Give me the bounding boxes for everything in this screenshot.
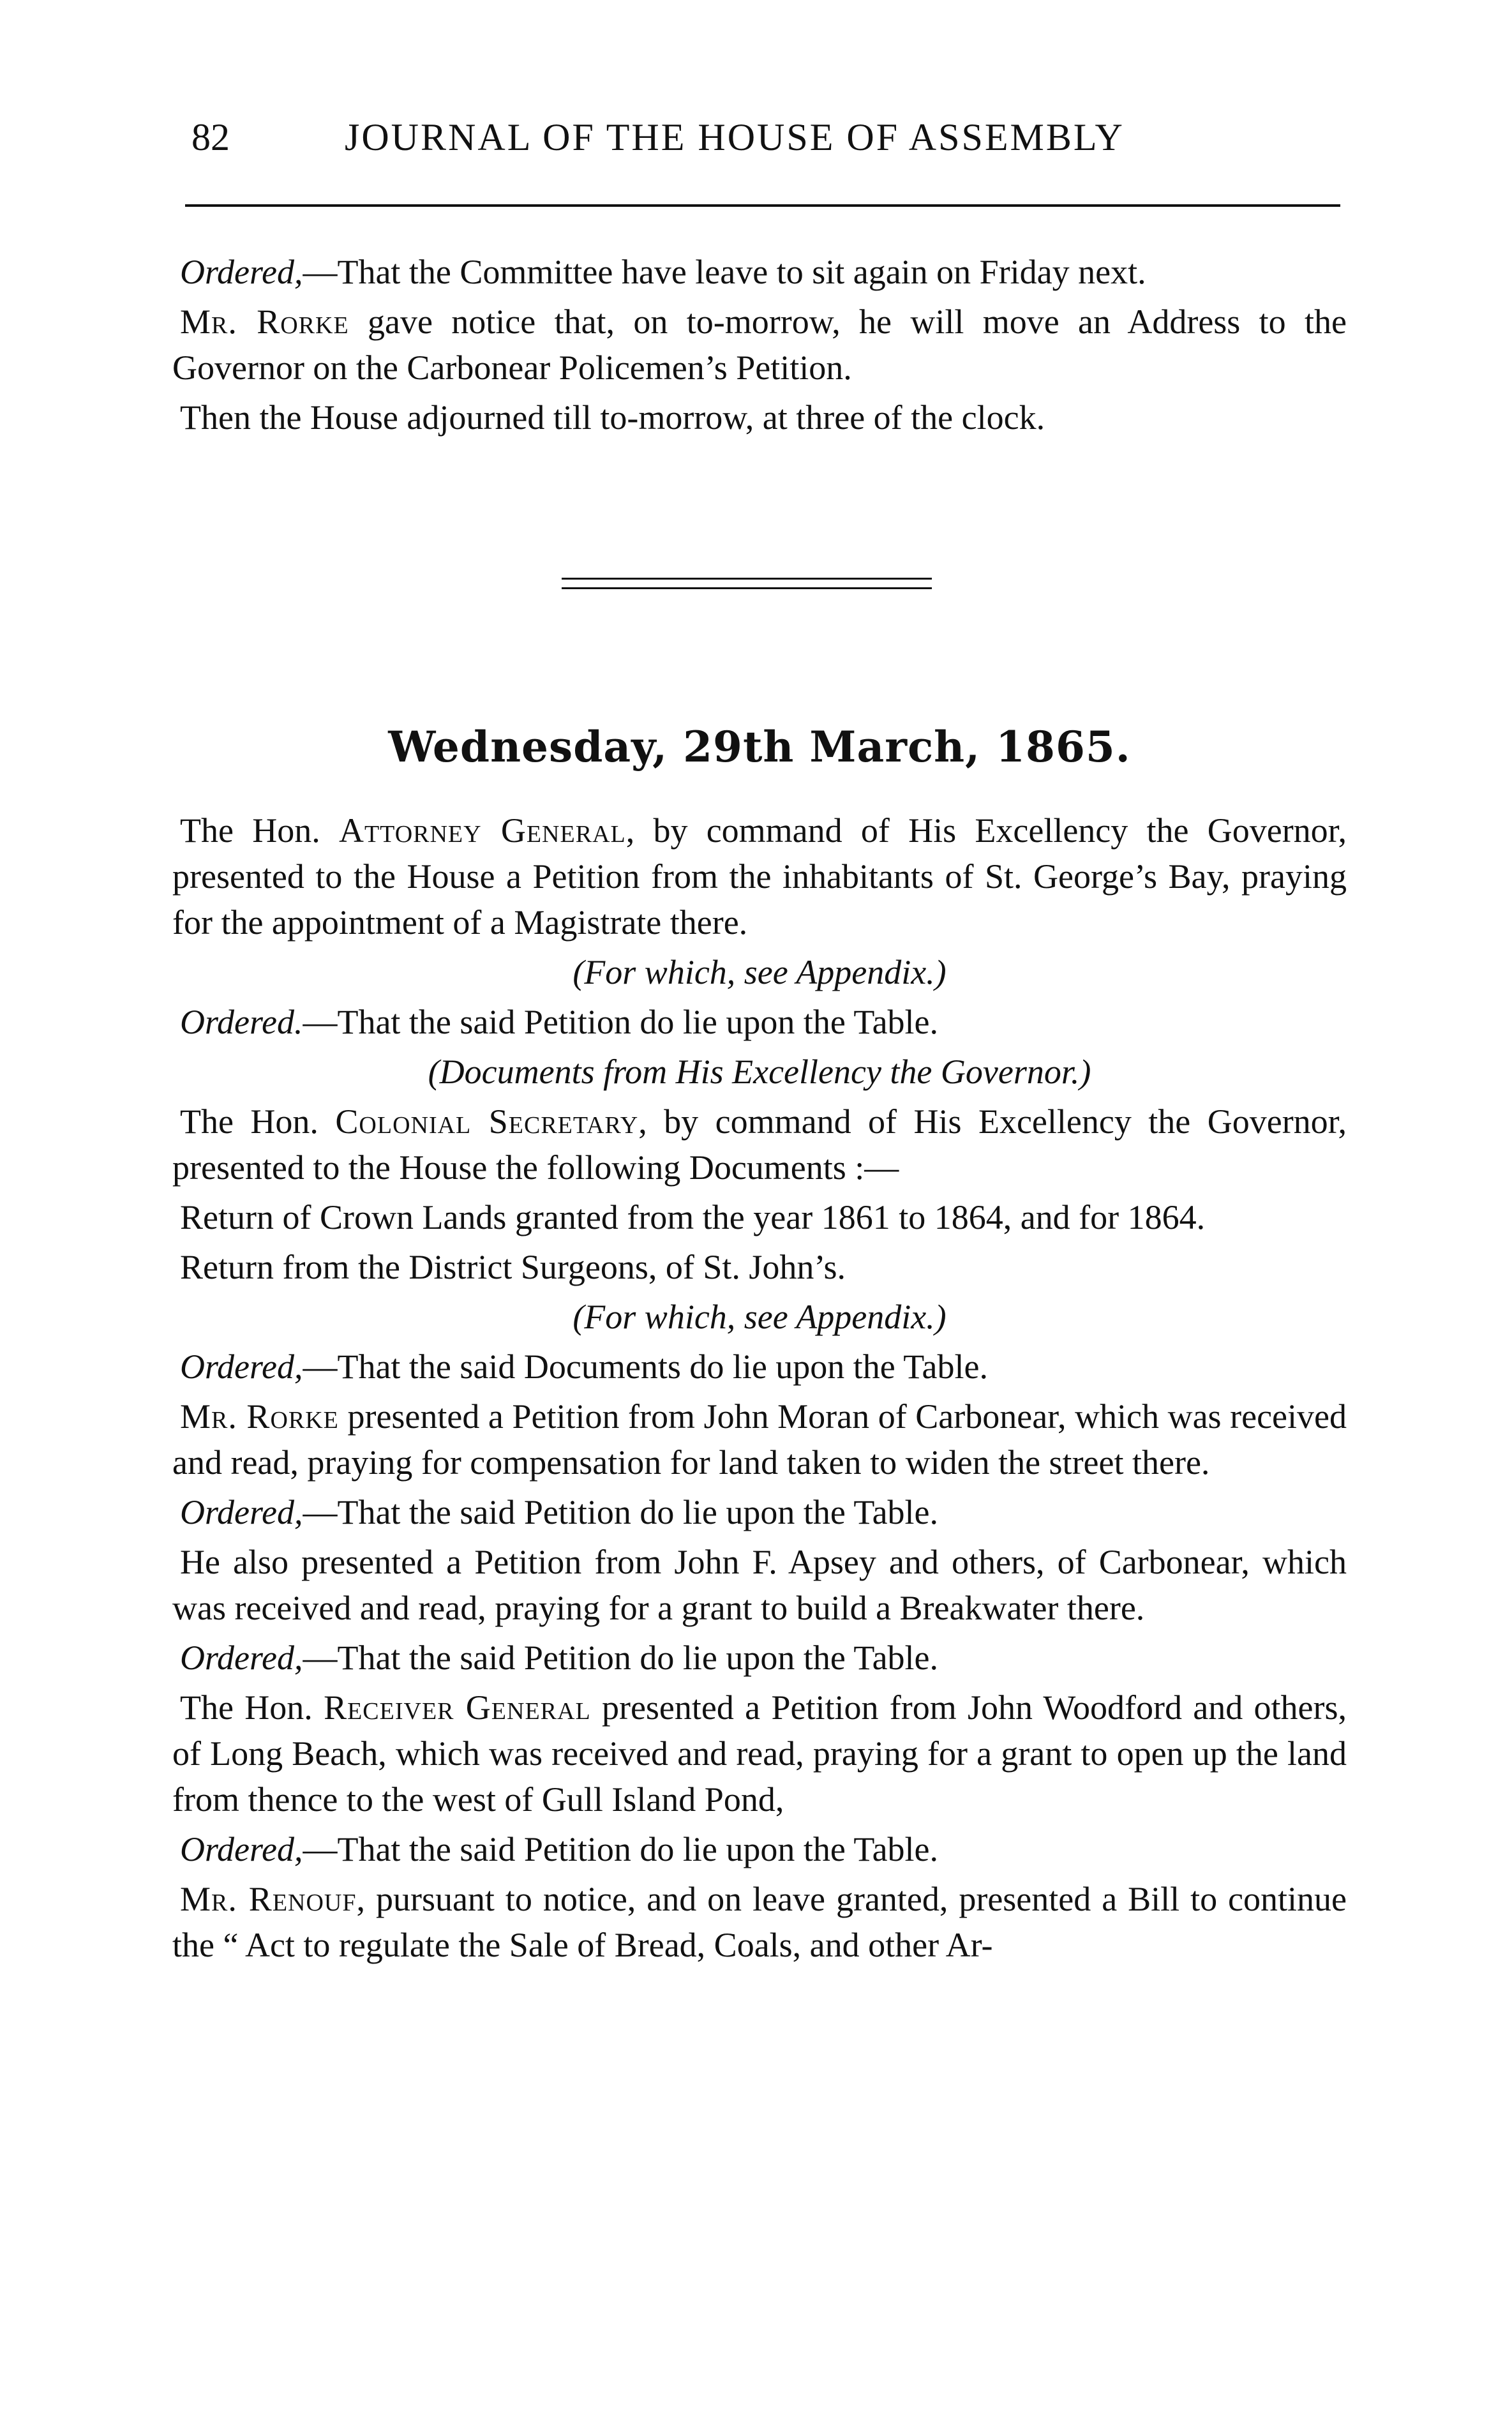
member-name: Mr. Rorke: [180, 1397, 339, 1436]
paragraph-text: Then the House adjourned till to-morrow, at three of the clock.: [180, 398, 1045, 437]
paragraph-text: —That the said Petition do lie upon the Table.: [303, 1493, 939, 1531]
paragraph-text: presented a Petition from John Woodford and others, of Long Beach, which was received and read, praying for a grant to open up the land from thence to the west of Gull Island Pond,: [172, 1688, 1347, 1819]
ordered-label: Ordered,: [180, 1639, 303, 1677]
ordered-label: Ordered,: [180, 253, 303, 291]
paragraph-apsey-petition: He also presented a Petition from John F. Apsey and others, of Carbonear, which was received and read, praying for a grant to build a Breakwater there.: [172, 1543, 1347, 1627]
appendix-note: (For which, see Appendix.): [573, 953, 947, 991]
paragraph-text: —That the said Petition do lie upon the Table.: [303, 1003, 939, 1041]
paragraph-ordered: [172, 1826, 1347, 1872]
top-section: [172, 249, 1347, 444]
paragraph-adjourned: [172, 394, 1347, 440]
paragraph-ordered: [172, 1489, 1347, 1535]
page-header: [191, 115, 1340, 160]
member-name: Attorney General: [338, 811, 626, 850]
date-heading: Wednesday, 29th March, 1865.: [388, 722, 1131, 772]
paragraph-renouf-bill: [172, 1876, 1347, 1968]
prefix-text: The Hon.: [180, 811, 339, 850]
paragraph-text: —That the said Petition do lie upon the Table.: [303, 1639, 939, 1677]
paragraph-crown-lands: Return of Crown Lands granted from the year 1861 to 1864, and for 1864.: [180, 1198, 1206, 1236]
member-name: Receiver General: [324, 1688, 591, 1727]
paragraph-rorke-notice: [172, 299, 1347, 391]
paragraph-text: —That the said Petition do lie upon the Table.: [303, 1830, 939, 1868]
running-head: JOURNAL OF THE HOUSE OF ASSEMBLY: [345, 116, 1125, 158]
member-name: Colonial Secretary: [335, 1102, 639, 1141]
paragraph-text: , by command of His Excellency the Governor, presented to the House a Petition from the inhabitants of St. George’s Bay, praying for the appointment of a Magistrate there.: [172, 811, 1347, 942]
prefix-text: The Hon.: [180, 1102, 336, 1141]
ordered-label: Ordered,: [180, 1493, 303, 1531]
paragraph-attorney-general: [172, 807, 1347, 945]
paragraph-ordered: [172, 1344, 1347, 1390]
paragraph-ordered: [172, 999, 1347, 1045]
paragraph-colonial-secretary: [172, 1099, 1347, 1190]
paragraph-rorke-petition: [172, 1393, 1347, 1485]
ordered-label: Ordered,: [180, 1830, 303, 1868]
prefix-text: The Hon.: [180, 1688, 324, 1727]
paragraph-text: gave notice that, on to-morrow, he will move an Address to the Governor on the Carbonear Policemen’s Petition.: [172, 303, 1347, 387]
appendix-note: (For which, see Appendix.): [573, 1298, 947, 1336]
member-name: Mr. Renouf: [180, 1880, 357, 1918]
paragraph-ordered: [172, 1635, 1347, 1681]
header-rule: [185, 204, 1340, 207]
paragraph-text: , by command of His Excellency the Governor, presented to the House the following Documents :—: [172, 1102, 1347, 1187]
ordered-label: Ordered,: [180, 1348, 303, 1386]
documents-note: (Documents from His Excellency the Governor.): [428, 1053, 1091, 1091]
paragraph-district-surgeons: Return from the District Surgeons, of St. John’s.: [180, 1248, 846, 1286]
paragraph-ordered-committee: [172, 249, 1347, 295]
section-divider: [562, 578, 932, 589]
paragraph-text: —That the Committee have leave to sit again on Friday next.: [303, 253, 1146, 291]
main-body: [172, 807, 1347, 1972]
member-name: Mr. Rorke: [180, 303, 349, 341]
paragraph-text: —That the said Documents do lie upon the Table.: [303, 1348, 988, 1386]
paragraph-text: , pursuant to notice, and on leave granted, presented a Bill to continue the “ Act to regulate the Sale of Bread, Coals, and other Ar-: [172, 1880, 1347, 1964]
page-number: 82: [191, 116, 230, 158]
paragraph-receiver-general: [172, 1685, 1347, 1822]
paragraph-text: presented a Petition from John Moran of Carbonear, which was received and read, praying for compensation for land taken to widen the street there.: [172, 1397, 1347, 1482]
ordered-label: Ordered.: [180, 1003, 303, 1041]
